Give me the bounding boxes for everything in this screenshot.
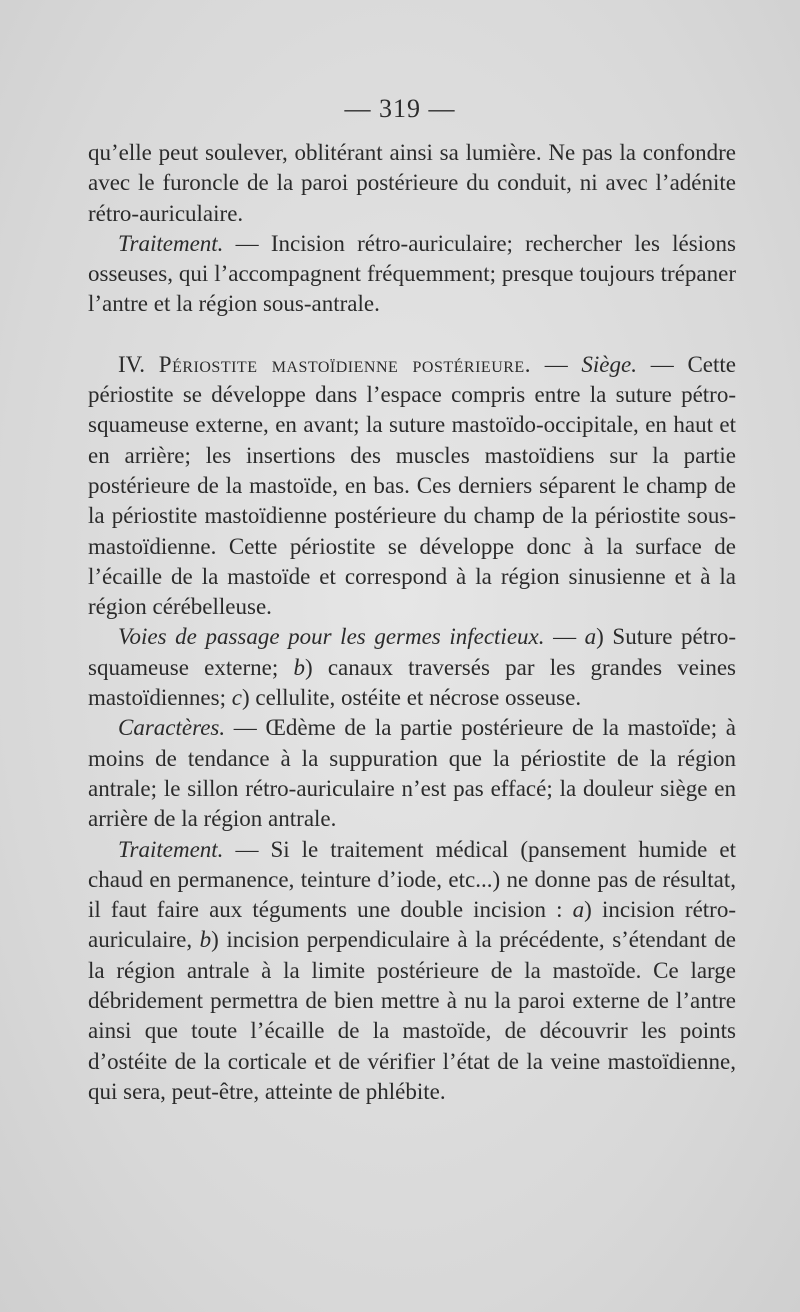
label-voies: Voies de passage pour les germes infectieux. xyxy=(118,624,545,650)
treatment2-text-1: — Si le traitement médical (pansement humide et chaud en permanence, teinture d’iode, etc...) ne donne pas de résultat, il faut faire aux téguments une double incision : xyxy=(88,836,736,923)
treatment2-text-2: ) incision rétro-auriculaire, xyxy=(88,897,736,953)
heading-dash: — xyxy=(530,351,582,377)
treatment2-text-3: ) incision perpendiculaire à la précédente, s’étendant de la région antrale à la limite postérieure de la mastoïde. Ce large débridement permettra de bien mettre à nu la paroi externe de l’antre ainsi que toute l’écaille de la mastoïde, de découvrir les points d’ostéite de la corticale et de vérifier l’état de la veine mastoïdienne, qui sera, peut-être, atteinte de phlébite. xyxy=(88,927,736,1104)
label-caracteres: Caractères. xyxy=(118,715,226,741)
body-text xyxy=(88,138,736,1107)
paragraph-voies xyxy=(88,622,736,713)
marker-b: b xyxy=(293,654,305,680)
marker-b-2: b xyxy=(199,927,212,953)
voies-text-3: ) canaux traversés par les grandes veines mastoïdiennes; xyxy=(88,654,736,711)
label-treatment-2: Traitement. xyxy=(118,836,224,862)
label-treatment: Traitement. xyxy=(118,230,224,256)
paragraph-caracteres xyxy=(88,713,736,834)
label-siege: Siège. xyxy=(581,351,637,377)
marker-c: c xyxy=(231,685,242,711)
section-number: IV. xyxy=(118,351,159,377)
paragraph-continuation: qu’elle peut soulever, oblitérant ainsi sa lumière. Ne pas la confondre avec le furoncle de la paroi postérieure du conduit, ni avec l’adénite rétro-auriculaire. xyxy=(88,140,736,226)
voies-text-2: ) Suture pétro-squameuse externe; xyxy=(88,624,736,680)
treatment-text: — Incision rétro-auriculaire; rechercher les lésions osseuses, qui l’accompagnent fréquemment; presque toujours trépaner l’antre et la région sous-antrale. xyxy=(88,230,736,317)
marker-a: a xyxy=(584,624,597,650)
section-heading: Périostite mastoïdienne postérieure. xyxy=(158,351,531,377)
page-number: — 319 — xyxy=(344,94,456,123)
paragraph-treatment-2 xyxy=(88,835,736,1108)
paragraph-treatment-1 xyxy=(88,229,736,320)
voies-text-4: ) cellulite, ostéite et nécrose osseuse. xyxy=(241,685,582,711)
caracteres-text: — Œdème de la partie postérieure de la mastoïde; à moins de tendance à la suppuration que la périostite de la région antrale; le sillon rétro-auriculaire n’est pas effacé; la douleur siège en arrière de la région antrale. xyxy=(88,715,736,832)
marker-a-2: a xyxy=(572,897,585,923)
siege-text: — Cette périostite se développe dans l’espace compris entre la suture pétro-squameuse externe, en avant; la suture mastoïdo-occipitale, en haut et en arrière; les insertions des muscles mastoïdiens sur la partie postérieure de la mastoïde, en bas. Ces derniers séparent le champ de la périostite mastoïdienne postérieure du champ de la périostite sous-mastoïdienne. Cette périostite se développe donc à la surface de l’écaille de la mastoïde et correspond à la région sinusienne et à la région cérébelleuse. xyxy=(88,351,736,620)
paragraph-section-iv xyxy=(88,350,736,623)
voies-text-1: — xyxy=(544,624,585,650)
